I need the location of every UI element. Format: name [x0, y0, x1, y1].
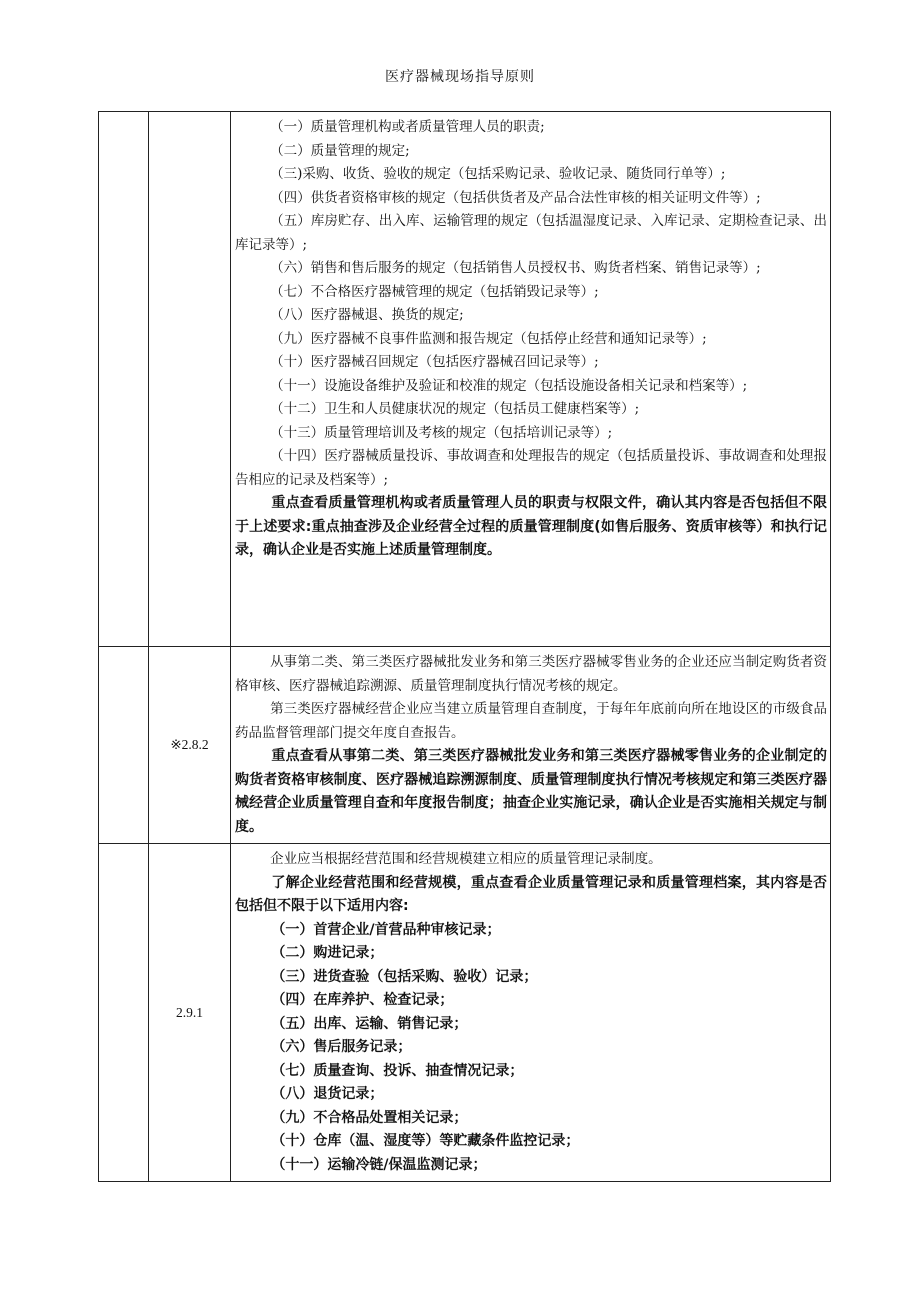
content-cell	[231, 647, 831, 844]
item-code	[149, 112, 231, 647]
record-item: （四）在库养护、检查记录；	[271, 992, 454, 1008]
content-paragraph: （八）医疗器械退、换货的规定;	[270, 307, 464, 323]
item-code: 2.9.1	[149, 844, 231, 1182]
content-paragraph: （六）销售和售后服务的规定（包括销售人员授权书、购货者档案、销售记录等）;	[270, 260, 761, 276]
content-cell	[231, 112, 831, 647]
content-paragraph: （十一）设施设备维护及验证和校准的规定（包括设施设备相关记录和档案等）;	[270, 377, 748, 394]
content-cell	[231, 844, 831, 1182]
inspection-focus-paragraph: 重点查看质量管理机构或者质量管理人员的职责与权限文件，确认其内容是否包括但不限于上述要求:重点抽查涉及企业经营全过程的质量管理制度(如售后服务、资质审核等）和执行记录，确认企业是否实施上述质量管理制度。	[235, 495, 827, 558]
record-item: （十一）运输冷链/保温监测记录；	[271, 1156, 487, 1173]
record-item: （七）质量查询、投诉、抽查情况记录；	[271, 1062, 524, 1079]
content-paragraph: （九）医疗器械不良事件监测和报告规定（包括停止经营和通知记录等）;	[270, 330, 707, 347]
record-item: （一）首营企业/首营品种审核记录；	[271, 921, 501, 938]
content-paragraph: （十三）质量管理培训及考核的规定（包括培训记录等）;	[270, 424, 613, 441]
inspection-focus-paragraph: 重点查看从事第二类、第三类医疗器械批发业务和第三类医疗器械零售业务的企业制定的购货者资格审核制度、医疗器械追踪溯源制度、质量管理制度执行情况考核规定和第三类医疗器械经营企业质量管理自查和年度报告制度；抽查企业实施记录，确认企业是否实施相关规定与制度。	[235, 748, 827, 835]
content-paragraph: （一）质量管理机构或者质量管理人员的职责;	[270, 119, 545, 135]
record-item: （九）不合格品处置相关记录；	[271, 1109, 468, 1126]
record-item: （三）进货查验（包括采购、验收）记录；	[271, 968, 538, 985]
content-paragraph: （七）不合格医疗器械管理的规定（包括销毁记录等）;	[270, 283, 599, 300]
inspection-focus-paragraph: 了解企业经营范围和经营规模，重点查看企业质量管理记录和质量管理档案，其内容是否包括但不限于以下适用内容:	[235, 874, 827, 914]
content-paragraph: （十二）卫生和人员健康状况的规定（包括员工健康档案等）;	[270, 401, 640, 417]
content-paragraph: 企业应当根据经营范围和经营规模建立相应的质量管理记录制度。	[270, 851, 662, 867]
empty-cell	[99, 844, 149, 1182]
table-row	[99, 112, 831, 647]
content-paragraph: （二）质量管理的规定;	[270, 142, 410, 159]
table-row	[99, 647, 831, 844]
guideline-table	[98, 111, 831, 1182]
content-paragraph: （十四）医疗器械质量投诉、事故调查和处理报告的规定（包括质量投诉、事故调查和处理报告相应的记录及档案等）;	[235, 448, 827, 488]
content-paragraph: （五）库房贮存、出入库、运输管理的规定（包括温湿度记录、入库记录、定期检查记录、出库记录等）;	[235, 213, 827, 253]
record-item: （八）退货记录；	[271, 1086, 384, 1102]
content-paragraph: （十）医疗器械召回规定（包括医疗器械召回记录等）;	[270, 354, 599, 370]
record-item: （二）购进记录；	[271, 945, 384, 961]
content-paragraph: （三)采购、收货、验收的规定（包括采购记录、验收记录、随货同行单等）;	[270, 166, 726, 182]
table-row	[99, 844, 831, 1182]
item-code: ※2.8.2	[149, 647, 231, 844]
record-item: （十）仓库（温、湿度等）等贮藏条件监控记录；	[271, 1133, 580, 1149]
empty-cell	[99, 112, 149, 647]
record-item: （六）售后服务记录；	[271, 1039, 412, 1055]
page-title: 医疗器械现场指导原则	[385, 69, 535, 85]
empty-cell	[99, 647, 149, 844]
record-item: （五）出库、运输、销售记录；	[271, 1015, 468, 1032]
content-paragraph: 第三类医疗器械经营企业应当建立质量管理自查制度，于每年年底前向所在地设区的市级食品药品监督管理部门提交年度自查报告。	[235, 701, 827, 741]
content-paragraph: 从事第二类、第三类医疗器械批发业务和第三类医疗器械零售业务的企业还应当制定购货者资格审核、医疗器械追踪溯源、质量管理制度执行情况考核的规定。	[235, 654, 827, 694]
content-paragraph: （四）供货者资格审核的规定（包括供货者及产品合法性审核的相关证明文件等）;	[270, 189, 761, 206]
